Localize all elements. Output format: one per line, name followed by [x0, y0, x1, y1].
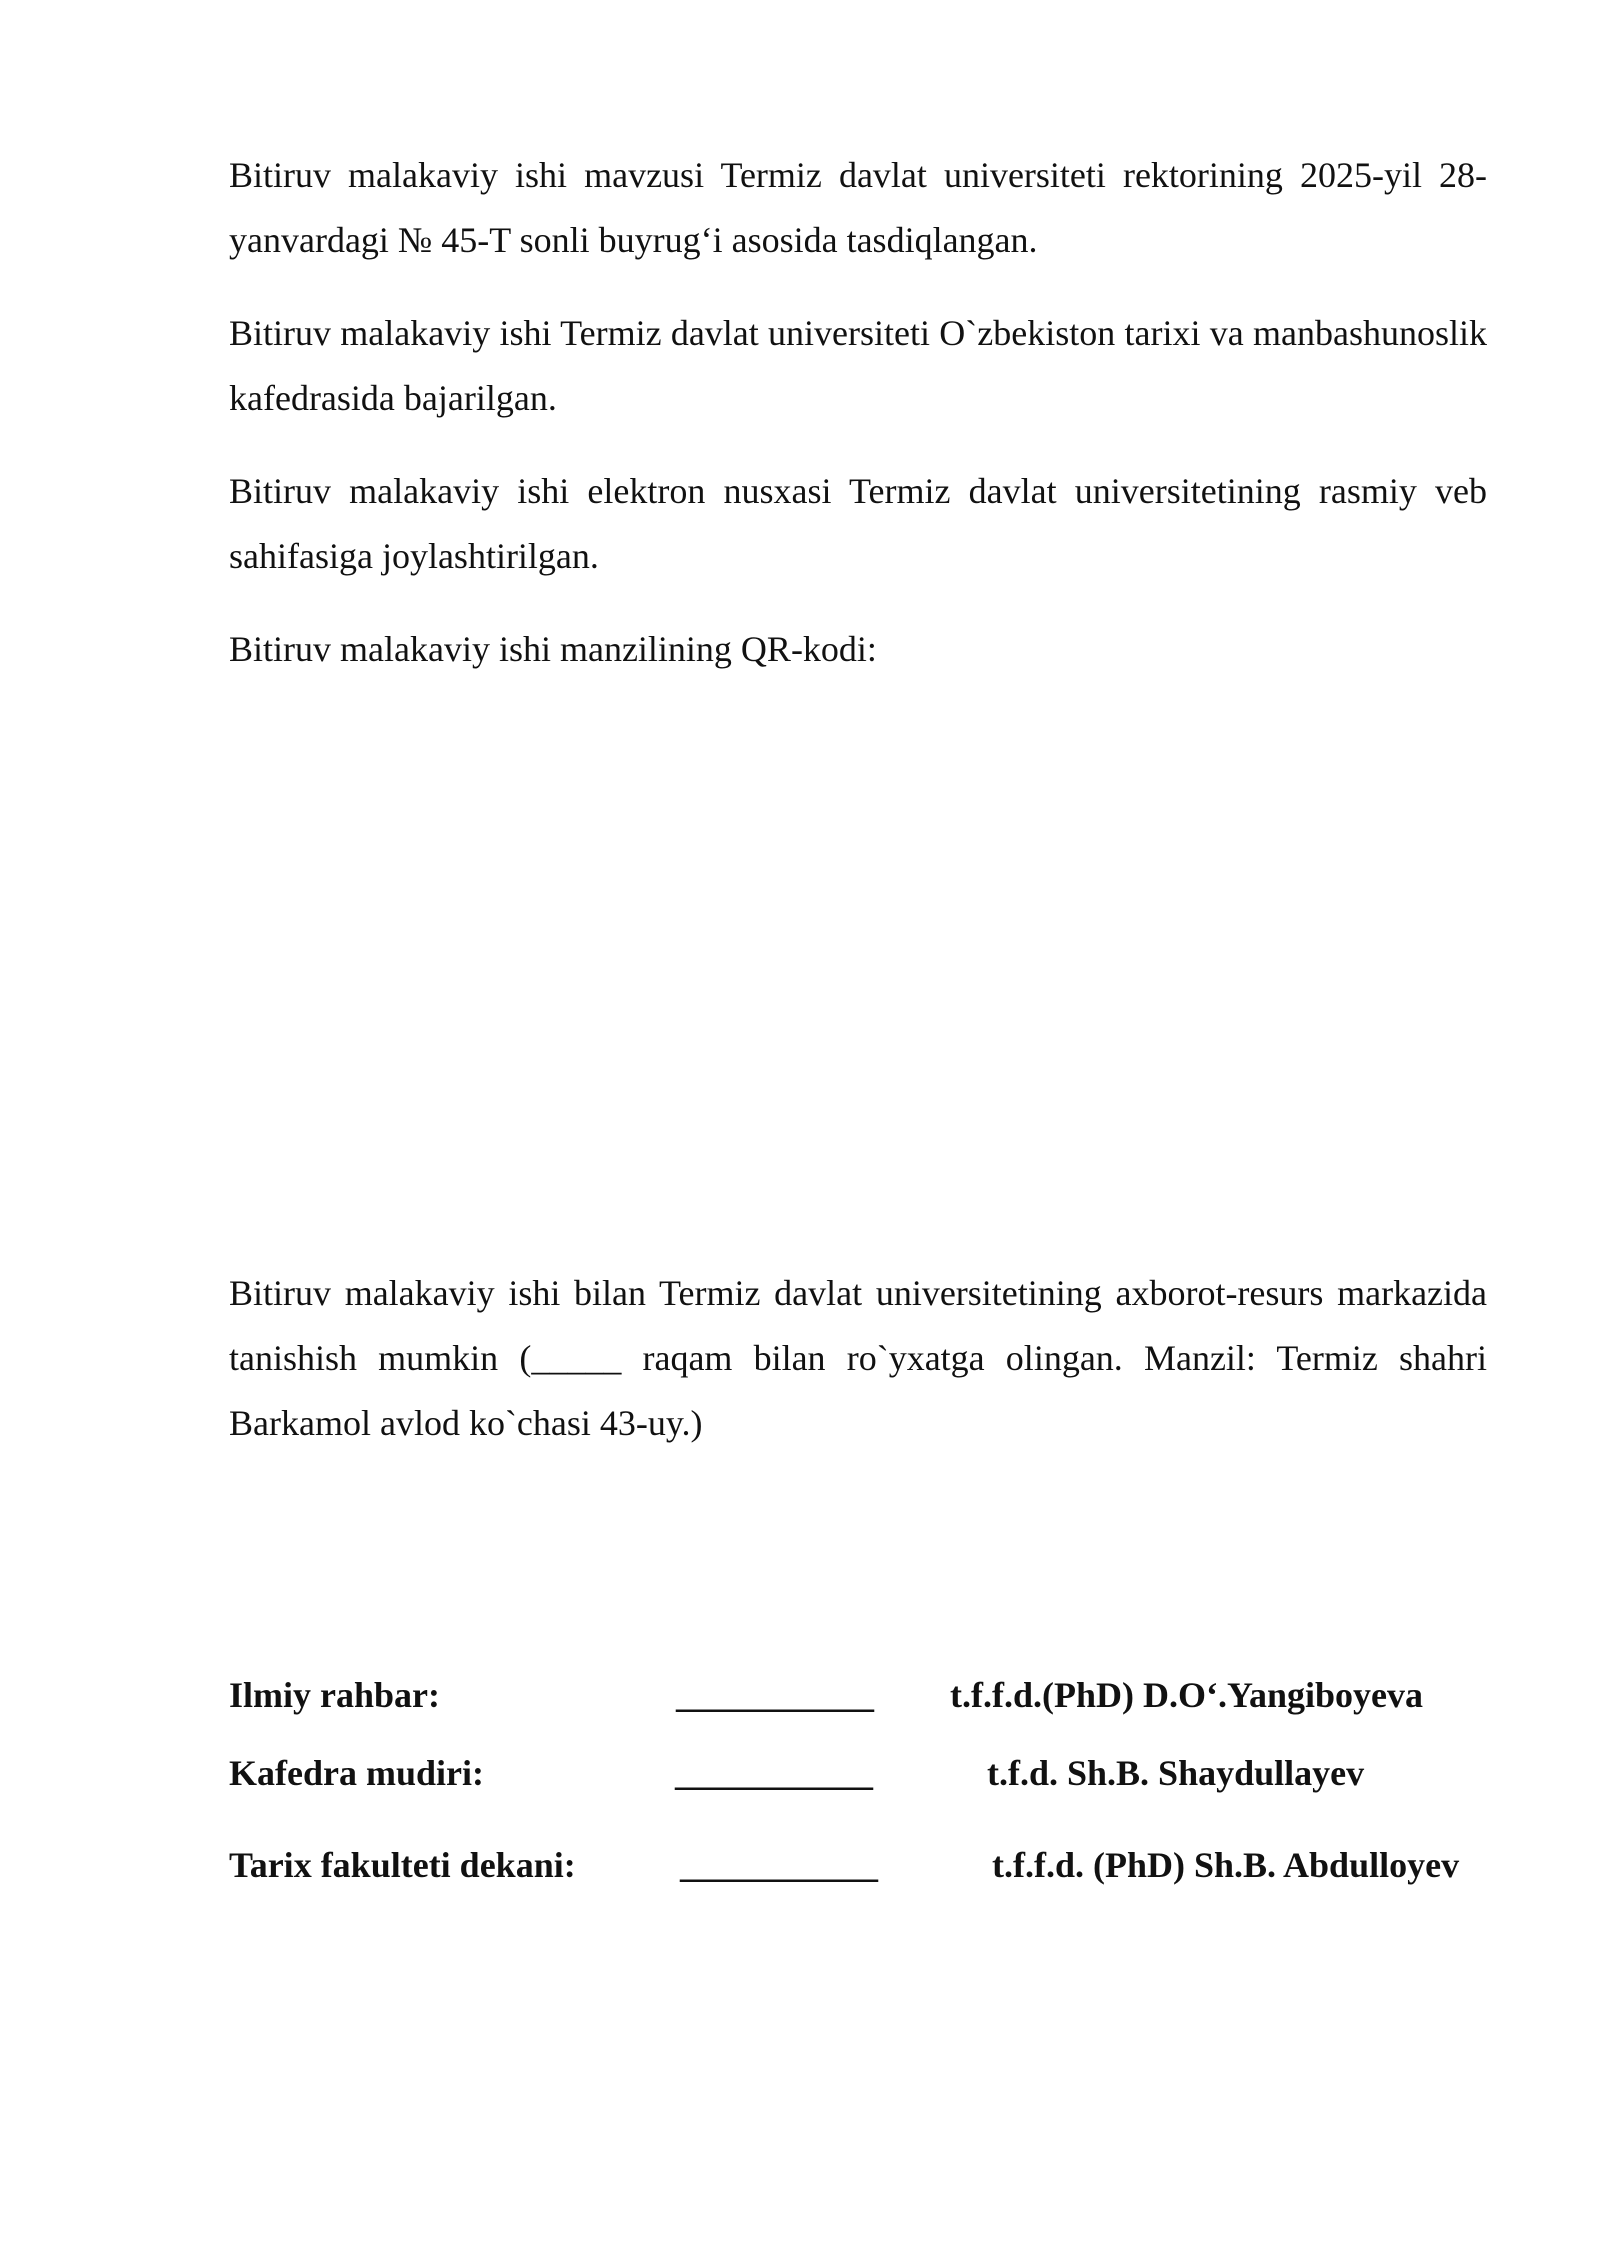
- signature-line-department-head: ___________: [675, 1753, 873, 1793]
- signature-line-supervisor: ___________: [676, 1675, 874, 1715]
- approval-paragraph: Bitiruv malakaviy ishi mavzusi Termiz davlat universiteti rektorining 2025-yil 28-yanvardagi № 45-T sonli buyrug‘i asosida tasdiqlangan.: [229, 155, 1487, 260]
- signature-name-department-head: t.f.d. Sh.B. Shaydullayev: [987, 1753, 1365, 1793]
- resource-center-paragraph: Bitiruv malakaviy ishi bilan Termiz davlat universitetining axborot-resurs markazida tanishish mumkin (_____ raqam bilan ro`yxatga olingan. Manzil: Termiz shahri Barkamol avlod ko`chasi 43-uy.): [229, 1273, 1487, 1443]
- signature-role-supervisor: Ilmiy rahbar:: [229, 1675, 440, 1715]
- signature-role-dean: Tarix fakulteti dekani:: [229, 1845, 576, 1885]
- signature-role-department-head: Kafedra mudiri:: [229, 1753, 484, 1793]
- qr-code-caption: Bitiruv malakaviy ishi manzilining QR-kodi:: [229, 629, 877, 669]
- signature-name-supervisor: t.f.f.d.(PhD) D.O‘.Yangiboyeva: [950, 1675, 1423, 1715]
- signature-line-dean: ___________: [680, 1845, 878, 1885]
- department-paragraph: Bitiruv malakaviy ishi Termiz davlat universiteti O`zbekiston tarixi va manbashunoslik kafedrasida bajarilgan.: [229, 313, 1487, 418]
- signature-name-dean: t.f.f.d. (PhD) Sh.B. Abdulloyev: [992, 1845, 1460, 1885]
- electronic-copy-paragraph: Bitiruv malakaviy ishi elektron nusxasi Termiz davlat universitetining rasmiy veb sahifasiga joylashtirilgan.: [229, 471, 1487, 576]
